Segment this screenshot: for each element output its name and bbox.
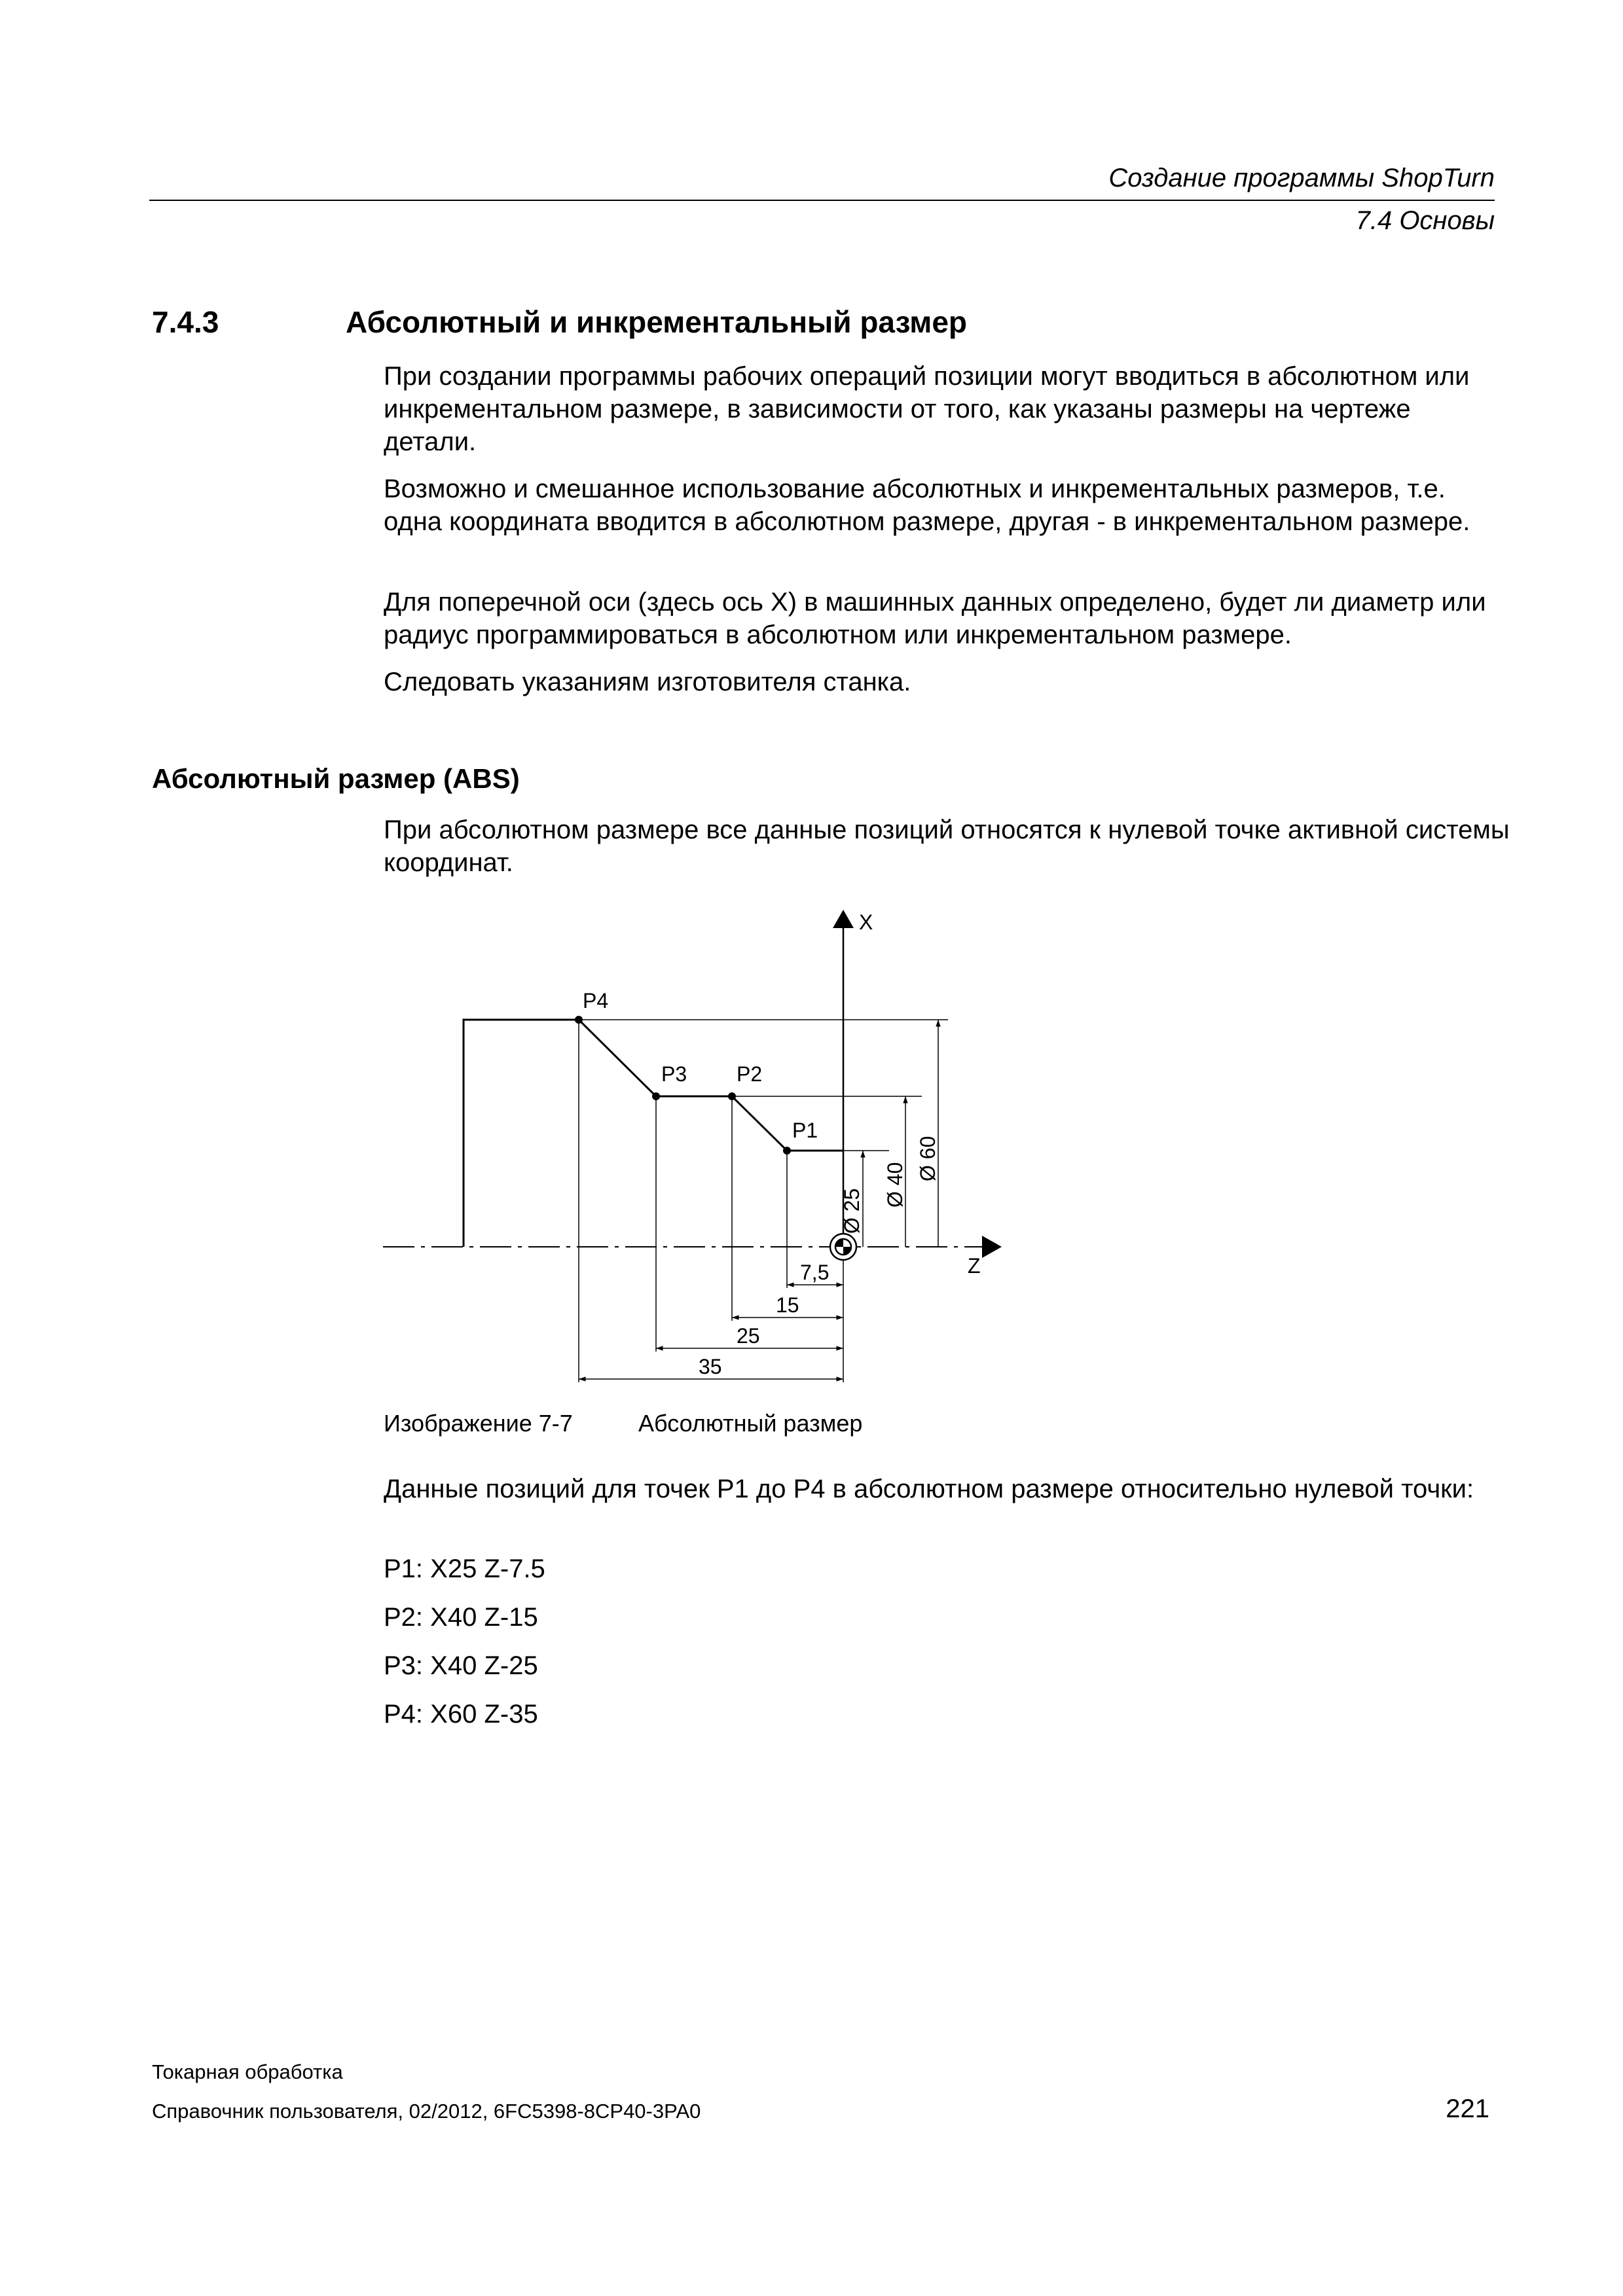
position-p4: P4: X60 Z-35 [384,1700,538,1729]
label-p2: P2 [737,1062,763,1086]
point-p1-dot [783,1147,791,1155]
paragraph-2: Возможно и смешанное использование абсолютных и инкрементальных размеров, т.е. одна координата вводится в абсолютном размере, другая - в инкрементальном размере. [384,475,1470,536]
label-p4: P4 [583,989,609,1013]
label-dim-15: 15 [776,1293,799,1317]
footer-edition: Справочник пользователя, 02/2012, 6FC5398-8CP40-3PA0 [152,2100,701,2123]
label-d25: Ø 25 [840,1188,864,1234]
header-section: 7.4 Основы [1355,206,1495,235]
paragraph-1: При создании программы рабочих операций позиции могут вводиться в абсолютном или инкрементальном размере, в зависимости от того, как указаны размеры на чертеже детали. [384,362,1470,456]
figure-caption-text: Абсолютный размер [638,1410,863,1437]
position-p3: P3: X40 Z-25 [384,1651,538,1680]
header-chapter: Создание программы ShopTurn [1108,164,1495,192]
position-p1: P1: X25 Z-7.5 [384,1554,545,1583]
figure-caption-number: Изображение 7-7 [384,1410,573,1437]
point-p2-dot [728,1092,736,1100]
label-p1: P1 [792,1119,818,1142]
label-d60: Ø 60 [916,1136,939,1181]
paragraph-4: Следовать указаниям изготовителя станка. [384,668,911,696]
axis-z-label: Z [968,1254,981,1278]
page-number: 221 [1446,2094,1489,2123]
label-dim-7-5: 7,5 [800,1261,830,1284]
part-contour [464,1020,843,1247]
label-p3: P3 [661,1062,687,1086]
section-title: Абсолютный и инкрементальный размер [346,305,967,339]
axis-x-label: X [859,910,873,934]
z-axis-arrow [982,1236,1002,1258]
position-p2: P2: X40 Z-15 [384,1603,538,1632]
label-dim-25: 25 [737,1324,760,1348]
point-p3-dot [652,1092,660,1100]
section-number: 7.4.3 [152,305,219,339]
point-p4-dot [575,1016,583,1024]
label-dim-35: 35 [699,1355,722,1378]
positions-intro: Данные позиций для точек P1 до P4 в абсолютном размере относительно нулевой точки: [384,1475,1474,1503]
x-axis-arrow [833,910,854,928]
label-d40: Ø 40 [883,1162,907,1208]
subsection-title: Абсолютный размер (ABS) [152,763,520,794]
subsection-intro: При абсолютном размере все данные позиций относятся к нулевой точке активной системы координат. [384,816,1510,877]
paragraph-3: Для поперечной оси (здесь ось X) в машинных данных определено, будет ли диаметр или радиус программироваться в абсолютном или инкрементальном размере. [384,588,1486,649]
zero-point-icon [830,1234,856,1260]
footer-book-title: Токарная обработка [152,2060,343,2083]
